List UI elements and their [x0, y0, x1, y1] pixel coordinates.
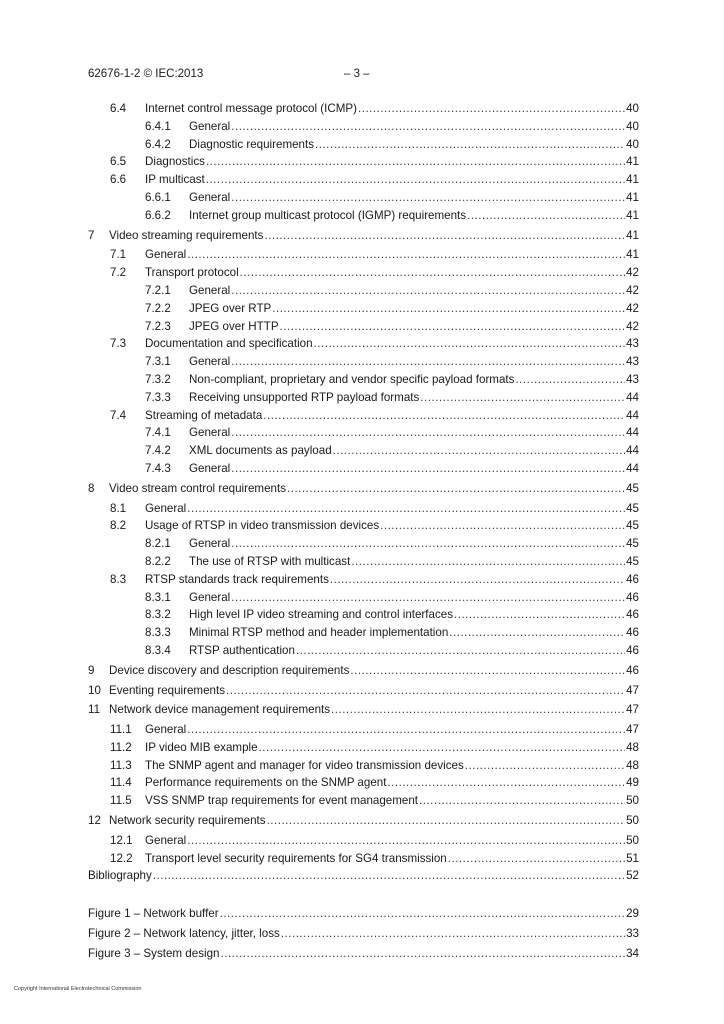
toc-entry-title: Streaming of metadata [145, 408, 263, 422]
toc-entry-page: 41 [626, 228, 639, 242]
toc-entry-title: The use of RTSP with multicast [189, 554, 351, 568]
toc-entry-number: 8.3 [110, 572, 127, 586]
toc-entry-title: General [145, 833, 187, 847]
dot-leader [465, 757, 625, 775]
toc-entry-number: 8.3.2 [145, 608, 171, 622]
toc-entry [88, 905, 639, 923]
toc-entry-page: 34 [626, 946, 639, 960]
toc-entry-page: 51 [626, 851, 639, 865]
toc-entry-number: 7.4.2 [145, 444, 171, 458]
toc-entry [88, 189, 639, 207]
toc-entry [88, 571, 639, 589]
toc-entry [88, 925, 639, 943]
dot-leader [259, 739, 626, 757]
toc-entry-number: 6.6 [110, 173, 127, 187]
toc-entry-title: Video streaming requirements [109, 228, 264, 242]
toc-entry-page: 50 [626, 814, 639, 828]
dot-leader [315, 136, 625, 154]
dot-leader [267, 812, 626, 830]
toc-entry-title: Network device management requirements [109, 703, 331, 717]
toc-entry-title: Network security requirements [109, 814, 266, 828]
dot-leader [333, 442, 625, 460]
dot-leader [351, 553, 625, 571]
dot-leader [467, 207, 625, 225]
toc-entry [88, 721, 639, 739]
toc-entry [88, 662, 639, 680]
toc-entry-title: Diagnostics [145, 155, 205, 169]
toc-entry-number: 7.4.3 [145, 461, 171, 475]
toc-entry-number: 6.4 [110, 102, 127, 115]
toc-entry-page: 42 [626, 301, 639, 315]
toc-entry-page: 44 [626, 461, 639, 475]
toc-entry [88, 792, 639, 810]
toc-entry-title: Documentation and specification [145, 337, 313, 351]
toc-entry-title: General [189, 119, 231, 133]
toc-entry [88, 353, 639, 371]
toc-entry-title: General [145, 501, 187, 515]
toc-entry [88, 945, 639, 963]
toc-entry-title: Bibliography [88, 869, 152, 883]
toc-entry-page: 42 [626, 319, 639, 333]
toc-entry-page: 45 [626, 554, 639, 568]
toc-entry-number: 10 [88, 683, 101, 697]
toc-entry [88, 318, 639, 336]
toc-entry [88, 682, 639, 700]
toc-entry-title: Video stream control requirements [109, 481, 286, 495]
toc-entry-number: 11 [88, 703, 101, 717]
toc-entry-page: 41 [626, 155, 639, 169]
toc-entry [88, 517, 639, 535]
toc-entry [88, 136, 639, 154]
page-header [88, 68, 638, 84]
toc-entry-number: 6.6.2 [145, 208, 171, 222]
dot-leader [187, 246, 625, 264]
toc-entry [88, 553, 639, 571]
toc-entry [88, 812, 639, 830]
toc-entry-number: 7.3 [110, 337, 127, 351]
toc-entry-page: 46 [626, 572, 639, 586]
dot-leader [280, 318, 626, 336]
toc-entry-page: 46 [626, 590, 639, 604]
table-of-contents [88, 100, 639, 963]
toc-entry-number: 8.2 [110, 519, 127, 533]
toc-entry-number: 8 [88, 481, 95, 495]
dot-leader [380, 517, 625, 535]
toc-entry [88, 850, 639, 868]
dot-leader [448, 850, 625, 868]
toc-entry-page: 44 [626, 408, 639, 422]
dot-leader [419, 792, 625, 810]
toc-entry [88, 606, 639, 624]
toc-entry [88, 300, 639, 318]
toc-entry-page: 41 [626, 173, 639, 187]
toc-entry-page: 46 [626, 663, 639, 677]
standard-designation: 62676-1-2 © IEC:2013 [88, 68, 204, 80]
toc-entry-number: 6.6.1 [145, 190, 171, 204]
toc-entry [88, 642, 639, 660]
toc-entry-title: General [189, 590, 231, 604]
dot-leader [231, 118, 625, 136]
toc-entry-page: 40 [626, 137, 639, 151]
toc-entry-title: General [189, 190, 231, 204]
toc-entry-title: Eventing requirements [109, 683, 225, 697]
toc-entry-page: 48 [626, 740, 639, 754]
toc-entry-title: General [145, 248, 187, 262]
toc-entry-page: 42 [626, 283, 639, 297]
toc-entry-number: 6.4.2 [145, 137, 171, 151]
toc-entry-title: General [189, 426, 231, 440]
toc-entry-title: IP video MIB example [145, 740, 258, 754]
toc-entry-number: 12.1 [110, 833, 133, 847]
dot-leader [231, 282, 625, 300]
toc-entry [88, 407, 639, 425]
toc-entry-title: Transport protocol [145, 266, 239, 280]
toc-entry-page: 45 [626, 519, 639, 533]
toc-entry [88, 832, 639, 850]
dot-leader [226, 682, 625, 700]
toc-entry [88, 774, 639, 792]
dot-leader [296, 642, 625, 660]
dot-leader [287, 480, 625, 498]
toc-entry-title: The SNMP agent and manager for video transmission devices [145, 758, 464, 772]
dot-leader [231, 460, 625, 478]
toc-entry-number: 7.3.1 [145, 355, 171, 369]
toc-entry-number: 8.3.1 [145, 590, 171, 604]
dot-leader [231, 353, 625, 371]
dot-leader [263, 407, 625, 425]
toc-entry [88, 701, 639, 719]
toc-entry [88, 535, 639, 553]
toc-entry-number: 8.3.3 [145, 626, 171, 640]
toc-entry-title: Device discovery and description requirements [109, 663, 350, 677]
toc-entry-page: 52 [626, 869, 639, 883]
toc-entry-page: 40 [626, 119, 639, 133]
toc-entry-page: 43 [626, 355, 639, 369]
dot-leader [420, 389, 625, 407]
dot-leader [281, 925, 625, 943]
page-number: – 3 – [344, 68, 370, 80]
toc-entry-title: General [189, 283, 231, 297]
toc-entry-number: 12 [88, 814, 101, 828]
dot-leader [206, 171, 625, 189]
toc-entry [88, 424, 639, 442]
dot-leader [187, 500, 625, 518]
toc-entry-number: 7.3.3 [145, 390, 171, 404]
dot-leader [449, 624, 625, 642]
toc-entry-page: 41 [626, 190, 639, 204]
toc-entry-title: General [189, 537, 231, 551]
toc-entry-page: 45 [626, 537, 639, 551]
toc-entry [88, 480, 639, 498]
toc-entry-page: 29 [626, 907, 639, 921]
dot-leader [187, 721, 625, 739]
dot-leader [231, 535, 625, 553]
toc-entry-title: Internet group multicast protocol (IGMP) requirements [189, 208, 467, 222]
toc-entry-number: 7.2.3 [145, 319, 171, 333]
toc-entry-page: 45 [626, 481, 639, 495]
toc-entry [88, 371, 639, 389]
toc-entry-page: 41 [626, 208, 639, 222]
toc-entry [88, 442, 639, 460]
toc-entry-number: 11.3 [110, 758, 132, 772]
toc-entry-number: 8.2.2 [145, 554, 171, 568]
toc-entry-title: Receiving unsupported RTP payload formats [189, 390, 420, 404]
dot-leader [272, 300, 625, 318]
dot-leader [264, 227, 625, 245]
toc-entry-title: Figure 2 – Network latency, jitter, loss [88, 927, 280, 941]
toc-entry-title: General [189, 355, 231, 369]
toc-entry-title: General [145, 723, 187, 737]
toc-entry-page: 41 [626, 248, 639, 262]
toc-entry-title: XML documents as payload [189, 444, 332, 458]
toc-entry-number: 7.4.1 [145, 426, 171, 440]
toc-entry-number: 11.5 [110, 794, 132, 808]
toc-entry-number: 7.2.1 [145, 283, 171, 297]
dot-leader [220, 905, 625, 923]
dot-leader [350, 662, 625, 680]
toc-entry [88, 118, 639, 136]
toc-entry [88, 282, 639, 300]
toc-entry [88, 153, 639, 171]
dot-leader [515, 371, 625, 389]
toc-entry [88, 227, 639, 245]
toc-entry-page: 47 [626, 703, 639, 717]
toc-entry-page: 50 [626, 794, 639, 808]
toc-entry-number: 7.2.2 [145, 301, 171, 315]
dot-leader [231, 424, 625, 442]
toc-entry-number: 11.1 [110, 723, 132, 737]
toc-entry-page: 46 [626, 643, 639, 657]
toc-entry-page: 44 [626, 390, 639, 404]
toc-entry [88, 335, 639, 353]
toc-entry-title: Non-compliant, proprietary and vendor specific payload formats [189, 372, 515, 386]
toc-entry-title: High level IP video streaming and control interfaces [189, 608, 454, 622]
toc-entry-page: 44 [626, 426, 639, 440]
dot-leader [358, 100, 625, 118]
toc-entry [88, 246, 639, 264]
dot-leader [153, 867, 625, 885]
toc-entry-title: Figure 3 – System design [88, 946, 220, 960]
toc-entry-title: JPEG over RTP [189, 301, 272, 315]
toc-entry-number: 12.2 [110, 851, 133, 865]
dot-leader [220, 945, 625, 963]
toc-entry-page: 47 [626, 683, 639, 697]
toc-entry-number: 11.2 [110, 740, 132, 754]
dot-leader [314, 335, 626, 353]
toc-entry-title: Diagnostic requirements [189, 137, 315, 151]
toc-entry [88, 389, 639, 407]
toc-entry-title: Minimal RTSP method and header implementation [189, 626, 449, 640]
toc-entry-number: 7.3.2 [145, 372, 171, 386]
toc-entry [88, 867, 639, 885]
toc-entry-page: 46 [626, 626, 639, 640]
toc-entry-number: 8.2.1 [145, 537, 171, 551]
dot-leader [331, 701, 625, 719]
toc-entry-title: RTSP standards track requirements [145, 572, 329, 586]
toc-entry [88, 739, 639, 757]
dot-leader [240, 264, 625, 282]
dot-leader [231, 189, 625, 207]
toc-entry [88, 207, 639, 225]
toc-entry-number: 9 [88, 663, 95, 677]
toc-entry [88, 460, 639, 478]
dot-leader [231, 589, 625, 607]
copyright-notice: Copyright International Electrotechnical Commission [14, 986, 142, 992]
toc-entry-title: Usage of RTSP in video transmission devices [145, 519, 380, 533]
toc-entry-title: JPEG over HTTP [189, 319, 279, 333]
dot-leader [206, 153, 625, 171]
toc-entry [88, 171, 639, 189]
toc-entry-number: 6.4.1 [145, 119, 171, 133]
dot-leader [330, 571, 625, 589]
toc-entry-page: 46 [626, 608, 639, 622]
toc-entry-number: 7 [88, 228, 95, 242]
toc-entry-page: 49 [626, 776, 639, 790]
dot-leader [454, 606, 625, 624]
dot-leader [187, 832, 625, 850]
toc-entry [88, 624, 639, 642]
toc-entry-number: 7.2 [110, 266, 127, 280]
toc-entry [88, 757, 639, 775]
toc-entry-title: General [189, 461, 231, 475]
toc-entry-number: 7.1 [110, 248, 127, 262]
toc-entry-page: 44 [626, 444, 639, 458]
toc-entry-title: RTSP authentication [189, 643, 295, 657]
toc-entry [88, 589, 639, 607]
toc-entry [88, 264, 639, 282]
toc-entry-title: IP multicast [145, 173, 205, 187]
toc-entry-page: 48 [626, 758, 639, 772]
toc-entry-number: 11.4 [110, 776, 132, 790]
dot-leader [387, 774, 625, 792]
toc-entry [88, 100, 639, 118]
toc-entry-page: 43 [626, 372, 639, 386]
toc-entry-title: VSS SNMP trap requirements for event management [145, 794, 419, 808]
toc-entry-title: Figure 1 – Network buffer [88, 907, 219, 921]
toc-entry-page: 50 [626, 833, 639, 847]
toc-entry-page: 42 [626, 266, 639, 280]
toc-entry-page: 33 [626, 927, 639, 941]
toc-entry-page: 40 [626, 102, 639, 115]
toc-entry-page: 47 [626, 723, 639, 737]
toc-entry-title: Transport level security requirements for SG4 transmission [145, 851, 447, 865]
toc-entry-page: 45 [626, 501, 639, 515]
toc-entry-number: 7.4 [110, 408, 127, 422]
toc-entry-number: 6.5 [110, 155, 127, 169]
toc-entry [88, 500, 639, 518]
toc-entry-title: Internet control message protocol (ICMP) [145, 102, 357, 115]
toc-entry-page: 43 [626, 337, 639, 351]
toc-entry-number: 8.3.4 [145, 643, 171, 657]
toc-entry-number: 8.1 [110, 501, 127, 515]
toc-entry-title: Performance requirements on the SNMP agent [145, 776, 387, 790]
